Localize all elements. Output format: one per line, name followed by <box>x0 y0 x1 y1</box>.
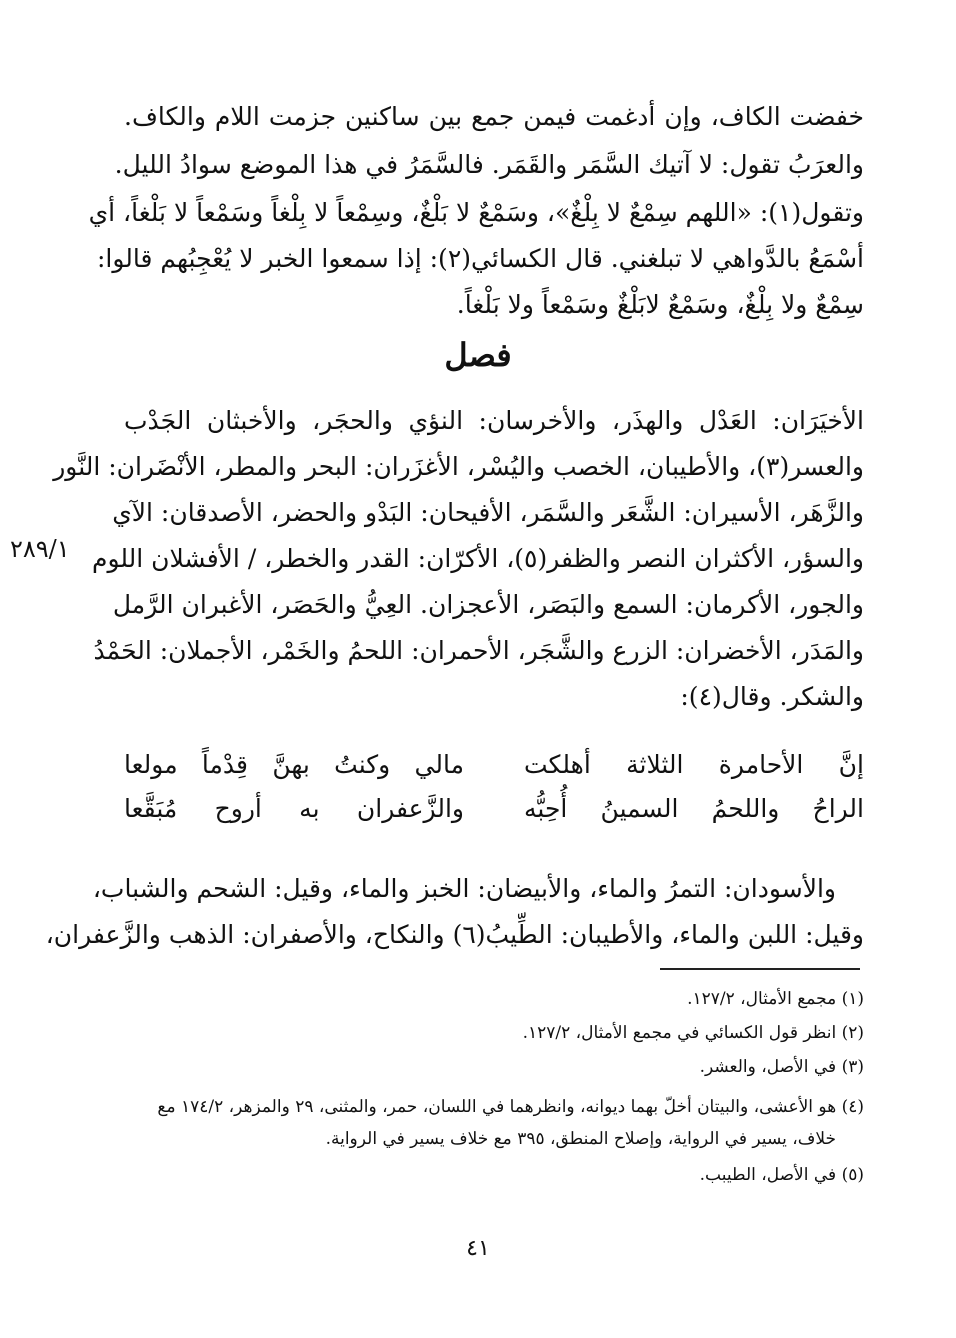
section-heading: فصل <box>444 336 512 374</box>
verse-second-hemistich: مالي وكنتُ بهنَّ قِدْماً مولعا <box>124 750 464 779</box>
body-line: والجور، الأكرمان: السمع والبَصَر، الأعجزان. العِيُّ والحَصَر، الأغبران الرَّمل <box>112 590 864 619</box>
footnote: (١) مجمع الأمثال، ١٢٧/٢. <box>687 989 864 1009</box>
body-line: والأسودان: التمرُ والماء، والأبيضان: الخبز والماء، وقيل: الشحم والشباب، <box>92 874 836 903</box>
footnote: (٢) انظر قول الكسائي في مجمع الأمثال، ١٢٧/٢. <box>522 1023 864 1043</box>
verse-line <box>124 748 864 782</box>
body-line: والعسر(٣)، والأطيبان، الخصب واليُسْر، الأغزَران: البحر والمطر، الأنْضَران: النَّور <box>53 452 864 481</box>
footnote-separator <box>660 968 860 970</box>
verse-line <box>124 792 864 826</box>
body-line: أسْمَعُ بالدَّواهي لا تبلغني. قال الكسائي(٢): إذا سمعوا الخبر لا يُعْجِبُهم قالوا: <box>96 244 864 273</box>
body-line: والزَّهَر، الأسيران: الشَّعَر والسَّمَر، الأفيحان: البَدْو والحضر، الأصدقان: الآي <box>112 498 864 527</box>
verse-first-hemistich: الراحُ واللحمُ السمينُ أُحِبُّه <box>524 794 864 823</box>
body-line: سِمْعٌ ولا بِلْغٌ، وسَمْعٌ لابَلْغٌ وسَمْعاً ولا بَلْغاً. <box>456 290 864 319</box>
verse-second-hemistich: والزَّعفران به أروح مُبَقَّعا <box>124 794 464 823</box>
body-line: وتقول(١): «اللهم سِمْعٌ لا بِلْغٌ»، وسَمْعٌ لا بَلْغٌ، وسِمْعاً لا بِلْغاً وسَمْعاً لا بَلْغاً، أي <box>88 198 864 227</box>
footnote-continuation: خلاف، يسير في الرواية، وإصلاح المنطق، ٣٩٥ مع خلاف يسير في الرواية. <box>325 1129 836 1149</box>
footnote: (٥) في الأصل، الطيبب. <box>699 1165 864 1185</box>
footnote: (٣) في الأصل، والعشر. <box>699 1057 864 1077</box>
body-line: الأخيَرَان: العَدْل والهذَر، والأخرسان: النؤي والحجَر، والأخبثان الجَدْب <box>124 406 864 435</box>
body-line: والشكر. وقال(٤): <box>680 682 864 711</box>
body-line: والسؤر، الأكثران النصر والظفر(٥)، الأكرّان: القدر والخطر، / الأفشلان اللوم <box>91 544 864 573</box>
page-number: ٤١ <box>466 1236 490 1261</box>
body-line: والعرَبُ تقول: لا آتيك السَّمَر والقَمَر. فالسَّمَرُ في هذا الموضع سوادُ الليل. <box>114 150 864 179</box>
body-line: وقيل: اللبن والماء، والأطيبان: الطِّيبُ(٦) والنكاح، والأصفران: الذهب والزَّعفران، <box>45 920 864 949</box>
body-line: خفضت الكاف، وإن أدغمت فيمن جمع بين ساكنين جزمت اللام والكاف. <box>124 102 864 131</box>
body-line: والمَدَر، الأخضران: الزرع والشَّجَر، الأحمران: اللحمُ والخَمْر، الأجملان: الحَمْدُ <box>93 636 864 665</box>
verse-first-hemistich: إنَّ الأحامرة الثلاثة أهلكت <box>524 750 864 779</box>
margin-page-reference: ٢٨٩/١ <box>10 535 70 563</box>
footnote: (٤) هو الأعشى، والبيتان أخلّ بهما ديوانه، وانظرهما في اللسان، حمر، والمثنى، ٢٩ والمزهر، ١٧٤/٢ مع <box>157 1097 864 1117</box>
